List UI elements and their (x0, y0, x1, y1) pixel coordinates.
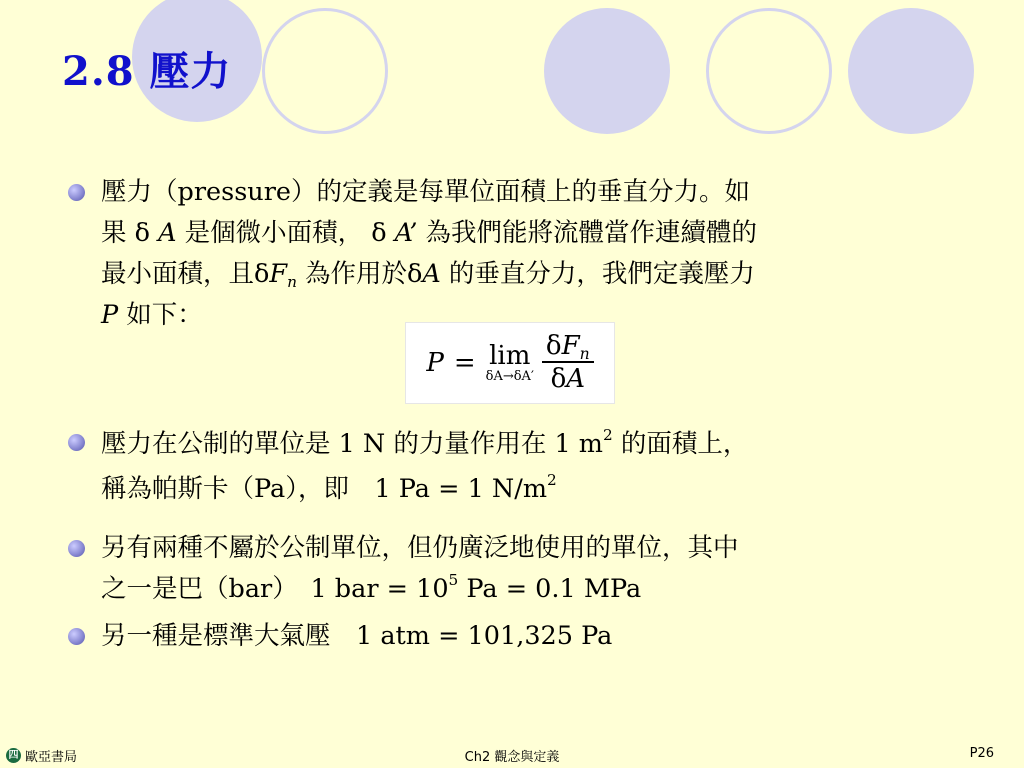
footer-page-number: P26 (969, 746, 994, 761)
bullet-pressure-definition (68, 172, 958, 336)
formula-fraction (542, 331, 594, 395)
formula-lhs: P (426, 348, 444, 378)
footer-publisher (6, 746, 77, 765)
fraction-denominator: δA (550, 364, 585, 394)
text-line: 稱為帕斯卡（Pa），即 1 Pa = 1 $N/m^2$ (101, 471, 557, 504)
text-line: 壓力在公制的單位是 1 N 的力量作用在 1 $m^2$ 的面積上， (101, 426, 749, 459)
bullet-icon (68, 434, 85, 451)
limit-subscript: δA→δA′ (485, 369, 534, 384)
text-line: 壓力（pressure）的定義是每單位面積上的垂直分力。如 (101, 177, 750, 207)
fraction-numerator: $\delta F_n$ (542, 331, 594, 363)
bullet-text (101, 172, 958, 336)
bullet-text (101, 616, 958, 657)
formula-equals: = (453, 348, 476, 378)
bullet-text (101, 422, 958, 512)
limit-word: lim (489, 341, 531, 371)
bullet-icon (68, 184, 85, 201)
bullet-icon (68, 628, 85, 645)
text-line: 另一種是標準大氣壓 1 atm = 101,325 Pa (101, 621, 613, 651)
decor-circle-3 (848, 8, 974, 134)
text-line: 之一是巴（bar） 1 bar = $10^5$ Pa = 0.1 MPa (101, 571, 642, 604)
decor-circle-2 (544, 8, 670, 134)
bullet-icon (68, 540, 85, 557)
footer-chapter: Ch2 觀念與定義 (464, 750, 560, 765)
decor-ring-2 (706, 8, 832, 134)
decor-ring-1 (262, 8, 388, 134)
text-line: P 如下： (101, 300, 203, 330)
bullet-atm-unit (68, 616, 958, 657)
bullet-text (101, 528, 958, 610)
slide-title: 2.8 壓力 (62, 48, 232, 95)
pressure-formula (405, 322, 615, 404)
bullet-bar-unit (68, 528, 958, 610)
publisher-name: 歐亞書局 (25, 750, 78, 765)
text-line: 最小面積，且$\delta F_n$ 為作用於δA 的垂直分力，我們定義壓力 (101, 259, 755, 291)
bullet-si-unit (68, 422, 958, 512)
text-line: 另有兩種不屬於公制單位，但仍廣泛地使用的單位，其中 (101, 533, 739, 563)
text-line: 果 δ A 是個微小面積， δ A’ 為我們能將流體當作連續體的 (101, 218, 758, 248)
publisher-logo-icon: 四 (6, 748, 21, 763)
formula-limit (486, 342, 534, 384)
